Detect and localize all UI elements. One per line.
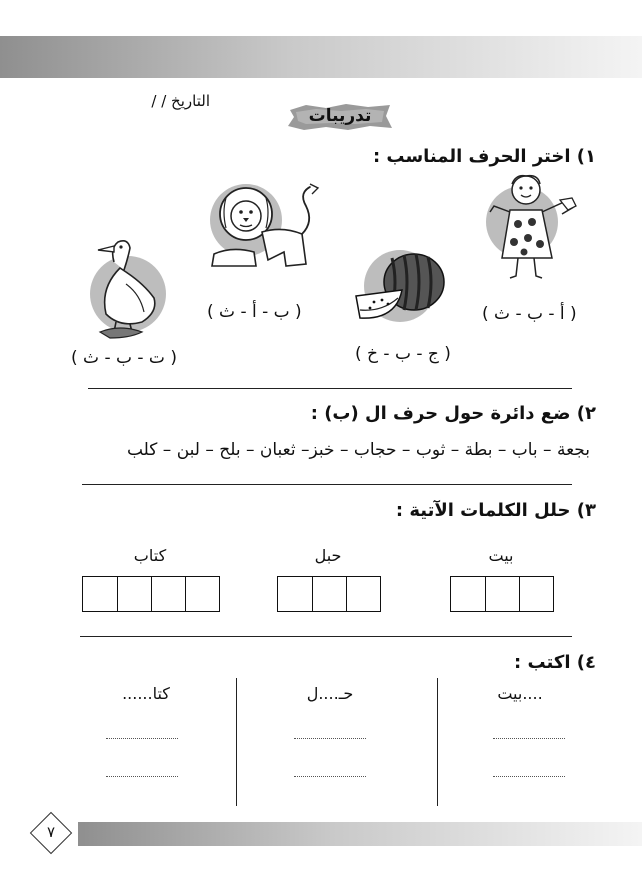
analyze-word-bayt: بيت	[488, 546, 514, 565]
page-number: ٧	[46, 823, 56, 841]
duck-icon	[80, 228, 172, 340]
watermelon-options: ( ج - ب - خ )	[355, 344, 451, 364]
write-line[interactable]	[106, 738, 178, 739]
letter-box[interactable]	[185, 577, 219, 611]
watermelon-icon	[352, 246, 452, 330]
write-line[interactable]	[106, 776, 178, 777]
letter-box[interactable]	[346, 577, 380, 611]
divider-2	[82, 484, 572, 485]
exercise4-heading: ٤) اكتب :	[514, 652, 596, 673]
exercise1-heading: ١) اختر الحرف المناسب :	[372, 146, 596, 167]
footer-bar	[78, 822, 642, 846]
letter-boxes-bayt	[450, 576, 554, 612]
header-bar	[0, 36, 642, 78]
write-prompt-kitab: كتا......	[122, 684, 170, 703]
lion-options: ( ب - أ - ث )	[207, 302, 302, 322]
lion-icon	[202, 182, 328, 278]
letter-boxes-habl	[277, 576, 381, 612]
column-separator-right	[437, 678, 438, 806]
letter-box[interactable]	[83, 577, 117, 611]
write-line[interactable]	[294, 776, 366, 777]
date-label: التاريخ / /	[151, 92, 210, 110]
doll-icon	[486, 172, 582, 284]
write-line[interactable]	[493, 738, 565, 739]
letter-box[interactable]	[151, 577, 185, 611]
exercise2-word-list: بجعة – باب – بطة – ثوب – حجاب – خبز– ثعبان – بلح – لبن – كلب	[126, 440, 590, 460]
write-prompt-habl: حـ....ل	[306, 684, 354, 703]
divider-1	[88, 388, 572, 389]
letter-box[interactable]	[485, 577, 519, 611]
write-line[interactable]	[294, 738, 366, 739]
divider-3	[80, 636, 572, 637]
page-title: تدريبات	[308, 106, 372, 126]
analyze-word-kitab: كتاب	[133, 546, 167, 565]
letter-box[interactable]	[312, 577, 346, 611]
duck-options: ( ت - ب - ث )	[71, 348, 177, 368]
write-line[interactable]	[493, 776, 565, 777]
analyze-word-habl: حبل	[314, 546, 342, 565]
letter-box[interactable]	[451, 577, 485, 611]
letter-boxes-kitab	[82, 576, 220, 612]
letter-box[interactable]	[117, 577, 151, 611]
exercise2-heading: ٢) ضع دائرة حول حرف ال (ب) :	[310, 403, 596, 424]
letter-box[interactable]	[278, 577, 312, 611]
exercise3-heading: ٣) حلل الكلمات الآتية :	[395, 500, 596, 521]
doll-options: ( أ - ب - ث )	[482, 304, 577, 324]
column-separator-left	[236, 678, 237, 806]
write-prompt-bayt: ....بيت	[497, 684, 543, 703]
letter-box[interactable]	[519, 577, 553, 611]
